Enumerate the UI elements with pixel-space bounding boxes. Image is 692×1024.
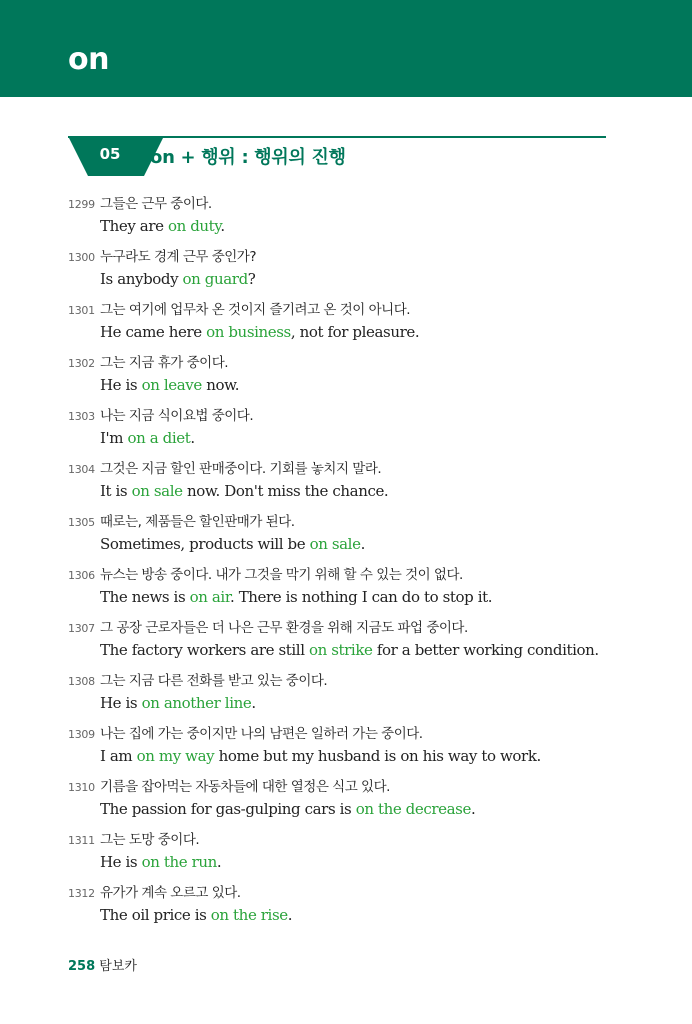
- english-sentence: The passion for gas-gulping cars is on the decrease.: [100, 800, 476, 818]
- book-title: 탐보카: [99, 959, 137, 974]
- highlight-phrase: on strike: [308, 641, 373, 659]
- entry-number: 1311: [68, 834, 95, 847]
- korean-sentence: 그는 지금 다른 전화를 받고 있는 중이다.: [100, 673, 328, 689]
- highlight-phrase: on the decrease: [355, 800, 471, 818]
- highlight-phrase: on the run: [141, 853, 217, 871]
- entry-number: 1300: [68, 251, 95, 264]
- korean-sentence: 누구라도 경계 근무 중인가?: [100, 249, 256, 265]
- english-sentence: It is on sale now. Don't miss the chance.: [100, 482, 389, 500]
- chapter-title: on: [68, 42, 109, 77]
- english-sentence: Sometimes, products will be on sale.: [100, 535, 365, 553]
- korean-sentence: 그 공장 근로자들은 더 나은 근무 환경을 위해 지금도 파업 중이다.: [100, 620, 468, 636]
- highlight-phrase: on duty: [167, 217, 221, 235]
- highlight-phrase: on sale: [309, 535, 361, 553]
- english-sentence: I'm on a diet.: [100, 429, 195, 447]
- highlight-phrase: on a diet: [127, 429, 191, 447]
- section-title: on + 행위 : 행위의 진행: [150, 147, 346, 168]
- entry-number: 1301: [68, 304, 95, 317]
- entry-number: 1303: [68, 410, 95, 423]
- english-sentence: The oil price is on the rise.: [100, 906, 293, 924]
- korean-sentence: 그들은 근무 중이다.: [100, 196, 212, 212]
- highlight-phrase: on air: [189, 588, 230, 606]
- highlight-phrase: on guard: [182, 270, 248, 288]
- page-number: 258: [68, 959, 96, 974]
- korean-sentence: 뉴스는 방송 중이다. 내가 그것을 막기 위해 할 수 있는 것이 없다.: [100, 567, 463, 583]
- entry-number: 1307: [68, 622, 95, 635]
- english-sentence: He is on leave now.: [100, 376, 240, 394]
- page-footer: [68, 955, 137, 974]
- korean-sentence: 그것은 지금 할인 판매중이다. 기회를 놓치지 말라.: [100, 461, 382, 477]
- english-sentence: The factory workers are still on strike for a better working condition.: [100, 641, 599, 659]
- entry-number: 1306: [68, 569, 95, 582]
- highlight-phrase: on the rise: [210, 906, 288, 924]
- english-sentence: He came here on business, not for pleasure.: [100, 323, 420, 341]
- entry-number: 1308: [68, 675, 95, 688]
- korean-sentence: 그는 여기에 업무차 온 것이지 즐기려고 온 것이 아니다.: [100, 302, 411, 318]
- english-sentence: He is on the run.: [100, 853, 222, 871]
- korean-sentence: 기름을 잡아먹는 자동차들에 대한 열정은 식고 있다.: [100, 779, 390, 795]
- highlight-phrase: on business: [206, 323, 291, 341]
- english-sentence: Is anybody on guard?: [100, 270, 256, 288]
- highlight-phrase: on another line: [141, 694, 252, 712]
- korean-sentence: 그는 도망 중이다.: [100, 832, 200, 848]
- highlight-phrase: on sale: [131, 482, 183, 500]
- korean-sentence: 유가가 계속 오르고 있다.: [100, 885, 241, 901]
- korean-sentence: 때로는, 제품들은 할인판매가 된다.: [100, 514, 295, 530]
- highlight-phrase: on my way: [136, 747, 215, 765]
- english-sentence: They are on duty.: [100, 217, 225, 235]
- entry-number: 1312: [68, 887, 95, 900]
- highlight-phrase: on leave: [141, 376, 202, 394]
- english-sentence: He is on another line.: [100, 694, 256, 712]
- korean-sentence: 그는 지금 휴가 중이다.: [100, 355, 229, 371]
- entry-number: 1304: [68, 463, 95, 476]
- section-number: 05: [99, 145, 121, 163]
- entry-number: 1299: [68, 198, 95, 211]
- entry-number: 1305: [68, 516, 95, 529]
- english-sentence: I am on my way home but my husband is on his way to work.: [100, 747, 541, 765]
- korean-sentence: 나는 집에 가는 중이지만 나의 남편은 일하러 가는 중이다.: [100, 726, 423, 742]
- entry-number: 1310: [68, 781, 95, 794]
- korean-sentence: 나는 지금 식이요법 중이다.: [100, 408, 254, 424]
- entry-number: 1302: [68, 357, 95, 370]
- entry-number: 1309: [68, 728, 95, 741]
- english-sentence: The news is on air. There is nothing I can do to stop it.: [100, 588, 493, 606]
- page-header: [0, 0, 692, 97]
